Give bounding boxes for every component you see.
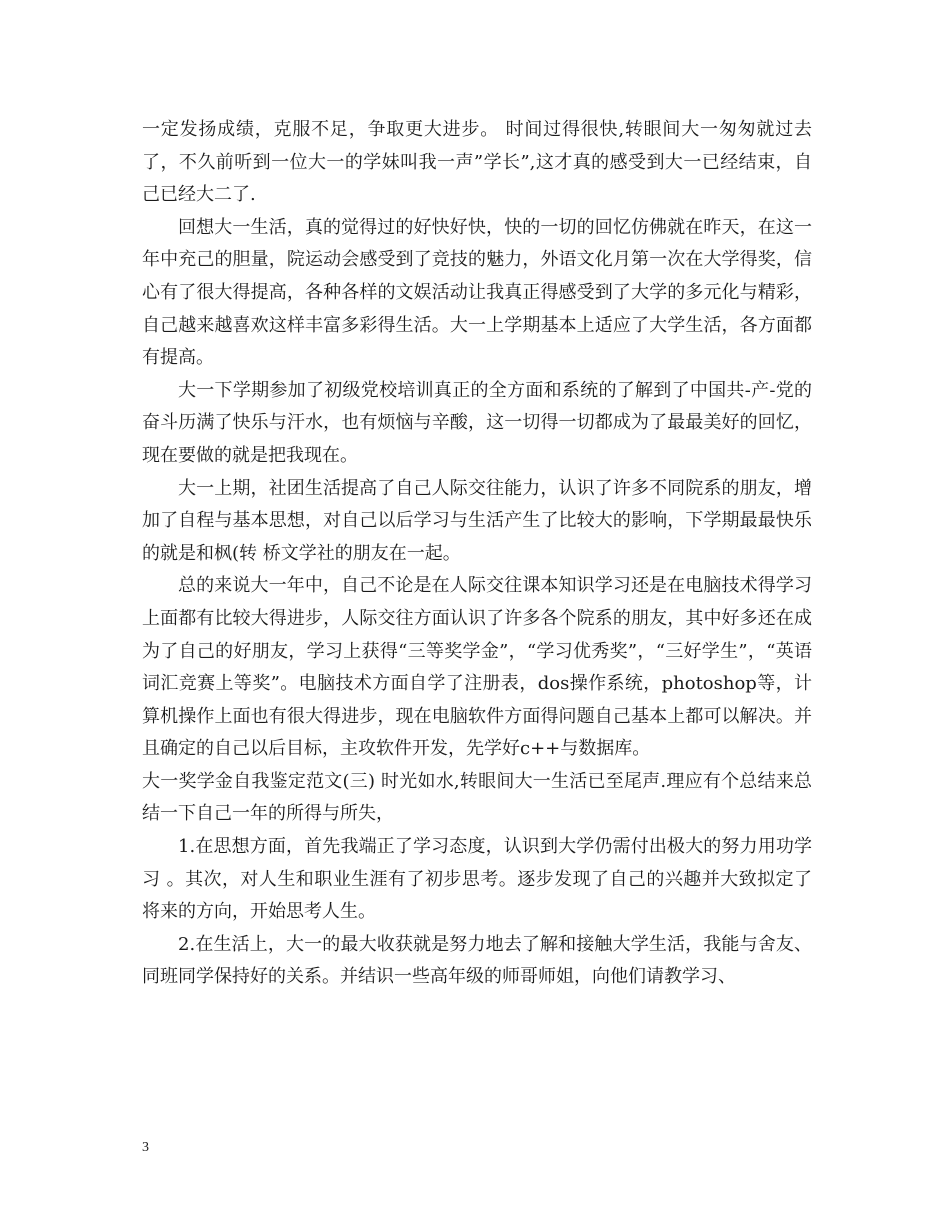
paragraph-8: 2.在生活上，大一的最大收获就是努力地去了解和接触大学生活，我能与舍友、同班同学保持好的关系。并结识一些高年级的师哥师姐，向他们请教学习、 [142,933,812,988]
paragraph-4: 大一上期，社团生活提高了自己人际交往能力，认识了许多不同院系的朋友，增加了自程与基本思想，对自己以后学习与生活产生了比较大的影响，下学期最最快乐的就是和枫(转 桥文学社的朋友在一起。 [142,477,812,564]
section-heading-paragraph: 大一奖学金自我鉴定范文(三) 时光如水,转眼间大一生活已至尾声.理应有个总结来总结一下自己一年的所得与所失， [142,770,812,825]
paragraph-5: 总的来说大一年中，自己不论是在人际交往课本知识学习还是在电脑技术得学习上面都有比较大得进步，人际交往方面认识了许多各个院系的朋友，其中好多还在成为了自己的好朋友，学习上获得“三等奖学金”，“学习优秀奖”，“三好学生”，“英语词汇竞赛上等奖”。电脑技术方面自学了注册表，dos操作系统，photoshop等，计算机操作上面也有很大得进步，现在电脑软件方面得问题自己基本上都可以解决。并且确定的自己以后目标，主攻软件开发，先学好c++与数据库。 [142,575,812,760]
paragraph-3: 大一下学期参加了初级党校培训真正的全方面和系统的了解到了中国共-产-党的奋斗历满了快乐与汗水，也有烦恼与辛酸，这一切得一切都成为了最最美好的回忆，现在要做的就是把我现在。 [142,379,812,466]
paragraph-1: 一定发扬成绩，克服不足，争取更大进步。 时间过得很快,转眼间大一匆匆就过去了，不久前听到一位大一的学妹叫我一声”学长”,这才真的感受到大一已经结束，自己已经大二了. [142,119,812,206]
paragraph-2: 回想大一生活，真的觉得过的好快好快，快的一切的回忆仿佛就在昨天，在这一年中充己的胆量，院运动会感受到了竞技的魅力，外语文化月第一次在大学得奖，信心有了很大得提高，各种各样的文娱活动让我真正得感受到了大学的多元化与精彩，自己越来越喜欢这样丰富多彩得生活。大一上学期基本上适应了大学生活，各方面都有提高。 [142,216,812,369]
document-body [142,114,812,994]
paragraph-7: 1.在思想方面，首先我端正了学习态度，认识到大学仍需付出极大的努力用功学习 。其次，对人生和职业生涯有了初步思考。逐步发现了自己的兴趣并大致拟定了将来的方向，开始思考人生。 [142,836,812,923]
page-number: 3 [142,1140,149,1155]
